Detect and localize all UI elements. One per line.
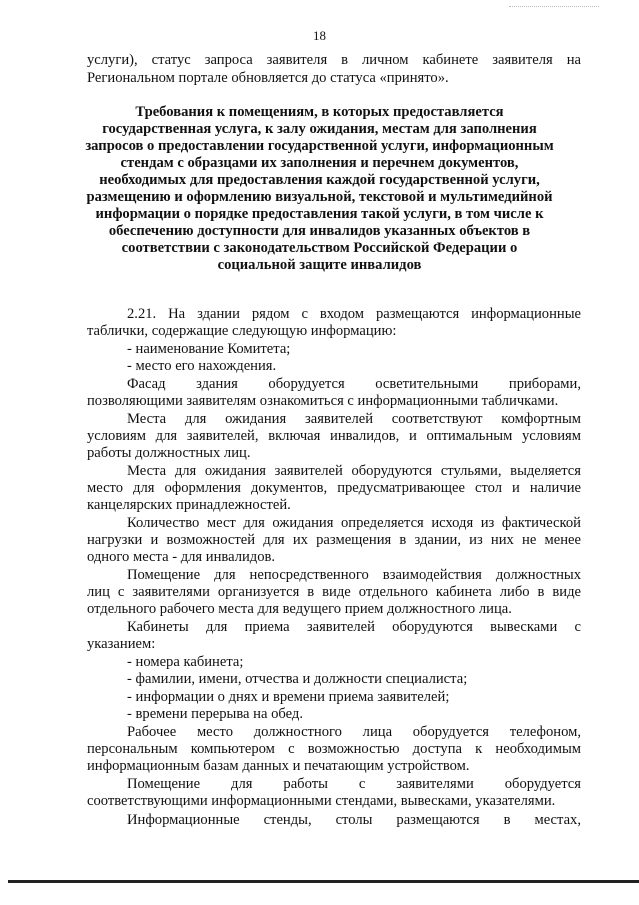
body-line: место для оформления документов, предусматривающее стол и наличие bbox=[87, 480, 581, 496]
body-line: одного места - для инвалидов. bbox=[87, 549, 276, 565]
body-line: канцелярских принадлежностей. bbox=[87, 497, 291, 513]
intro-line: Региональном портале обновляется до статуса «принято». bbox=[87, 70, 449, 86]
body-line: соответствующими информационными стендами, вывесками, указателями. bbox=[87, 793, 556, 809]
section-heading-line: информации о порядке предоставления такой услуги, в том числе к bbox=[95, 206, 544, 222]
list-item: - времени перерыва на обед. bbox=[127, 706, 303, 722]
body-line: лиц с заявителями организуется в виде отдельного кабинета либо в виде bbox=[87, 584, 581, 600]
body-line: работы должностных лиц. bbox=[87, 445, 251, 461]
list-item: - фамилии, имени, отчества и должности специалиста; bbox=[127, 671, 468, 687]
list-item: - номера кабинета; bbox=[127, 654, 244, 670]
intro-line: услуги), статус запроса заявителя в личном кабинете заявителя на bbox=[87, 52, 581, 68]
list-item: - место его нахождения. bbox=[127, 358, 277, 374]
body-line: таблички, содержащие следующую информацию: bbox=[87, 323, 397, 339]
body-line: информационным базам данных и печатающим устройством. bbox=[87, 758, 470, 774]
body-line: нагрузки и возможностей для их размещения в здании, из них не менее bbox=[87, 532, 581, 548]
body-line: отдельного рабочего места для ведущего прием должностного лица. bbox=[87, 601, 512, 617]
page-number: 18 bbox=[313, 28, 326, 43]
body-line: 2.21. На здании рядом с входом размещаются информационные bbox=[127, 306, 581, 322]
body-line: Помещение для непосредственного взаимодействия должностных bbox=[127, 567, 581, 583]
body-line: Рабочее место должностного лица оборудуется телефоном, bbox=[127, 724, 581, 740]
body-line: Помещение для работы с заявителями оборудуется bbox=[127, 776, 581, 792]
list-item: - наименование Комитета; bbox=[127, 341, 291, 357]
body-line: Информационные стенды, столы размещаются в местах, bbox=[127, 812, 581, 828]
section-heading-line: Требования к помещениям, в которых предоставляется bbox=[135, 104, 504, 120]
body-line: персональным компьютером с возможностью доступа к необходимым bbox=[87, 741, 581, 757]
section-heading-line: стендам с образцами их заполнения и перечнем документов, bbox=[120, 155, 519, 171]
body-line: Места для ожидания заявителей соответствуют комфортным bbox=[127, 411, 581, 427]
body-line: условиям для заявителей, включая инвалидов, и оптимальным условиям bbox=[87, 428, 581, 444]
section-heading-line: размещению и оформлению визуальной, текстовой и мультимедийной bbox=[86, 189, 553, 205]
body-line: Фасад здания оборудуется осветительными приборами, bbox=[127, 376, 581, 392]
scan-edge-rule bbox=[8, 880, 639, 883]
body-line: Места для ожидания заявителей оборудуются стульями, выделяется bbox=[127, 463, 581, 479]
section-heading-line: социальной защите инвалидов bbox=[217, 257, 422, 273]
body-line: указанием: bbox=[87, 636, 156, 652]
body-line: Количество мест для ожидания определяется исходя из фактической bbox=[127, 515, 581, 531]
body-line: Кабинеты для приема заявителей оборудуются вывесками с bbox=[127, 619, 581, 635]
section-heading-line: необходимых для предоставления каждой государственной услуги, bbox=[99, 172, 540, 188]
scan-artifact bbox=[509, 6, 599, 9]
section-heading-line: государственная услуга, к залу ожидания, местам для заполнения bbox=[102, 121, 537, 137]
section-heading-line: запросов о предоставлении государственной услуги, информационным bbox=[85, 138, 554, 154]
section-heading-line: соответствии с законодательством Российской Федерации о bbox=[121, 240, 518, 256]
section-heading-line: обеспечению доступности для инвалидов указанных объектов в bbox=[108, 223, 531, 239]
list-item: - информации о днях и времени приема заявителей; bbox=[127, 689, 450, 705]
body-line: позволяющими заявителям ознакомиться с информационными табличками. bbox=[87, 393, 559, 409]
